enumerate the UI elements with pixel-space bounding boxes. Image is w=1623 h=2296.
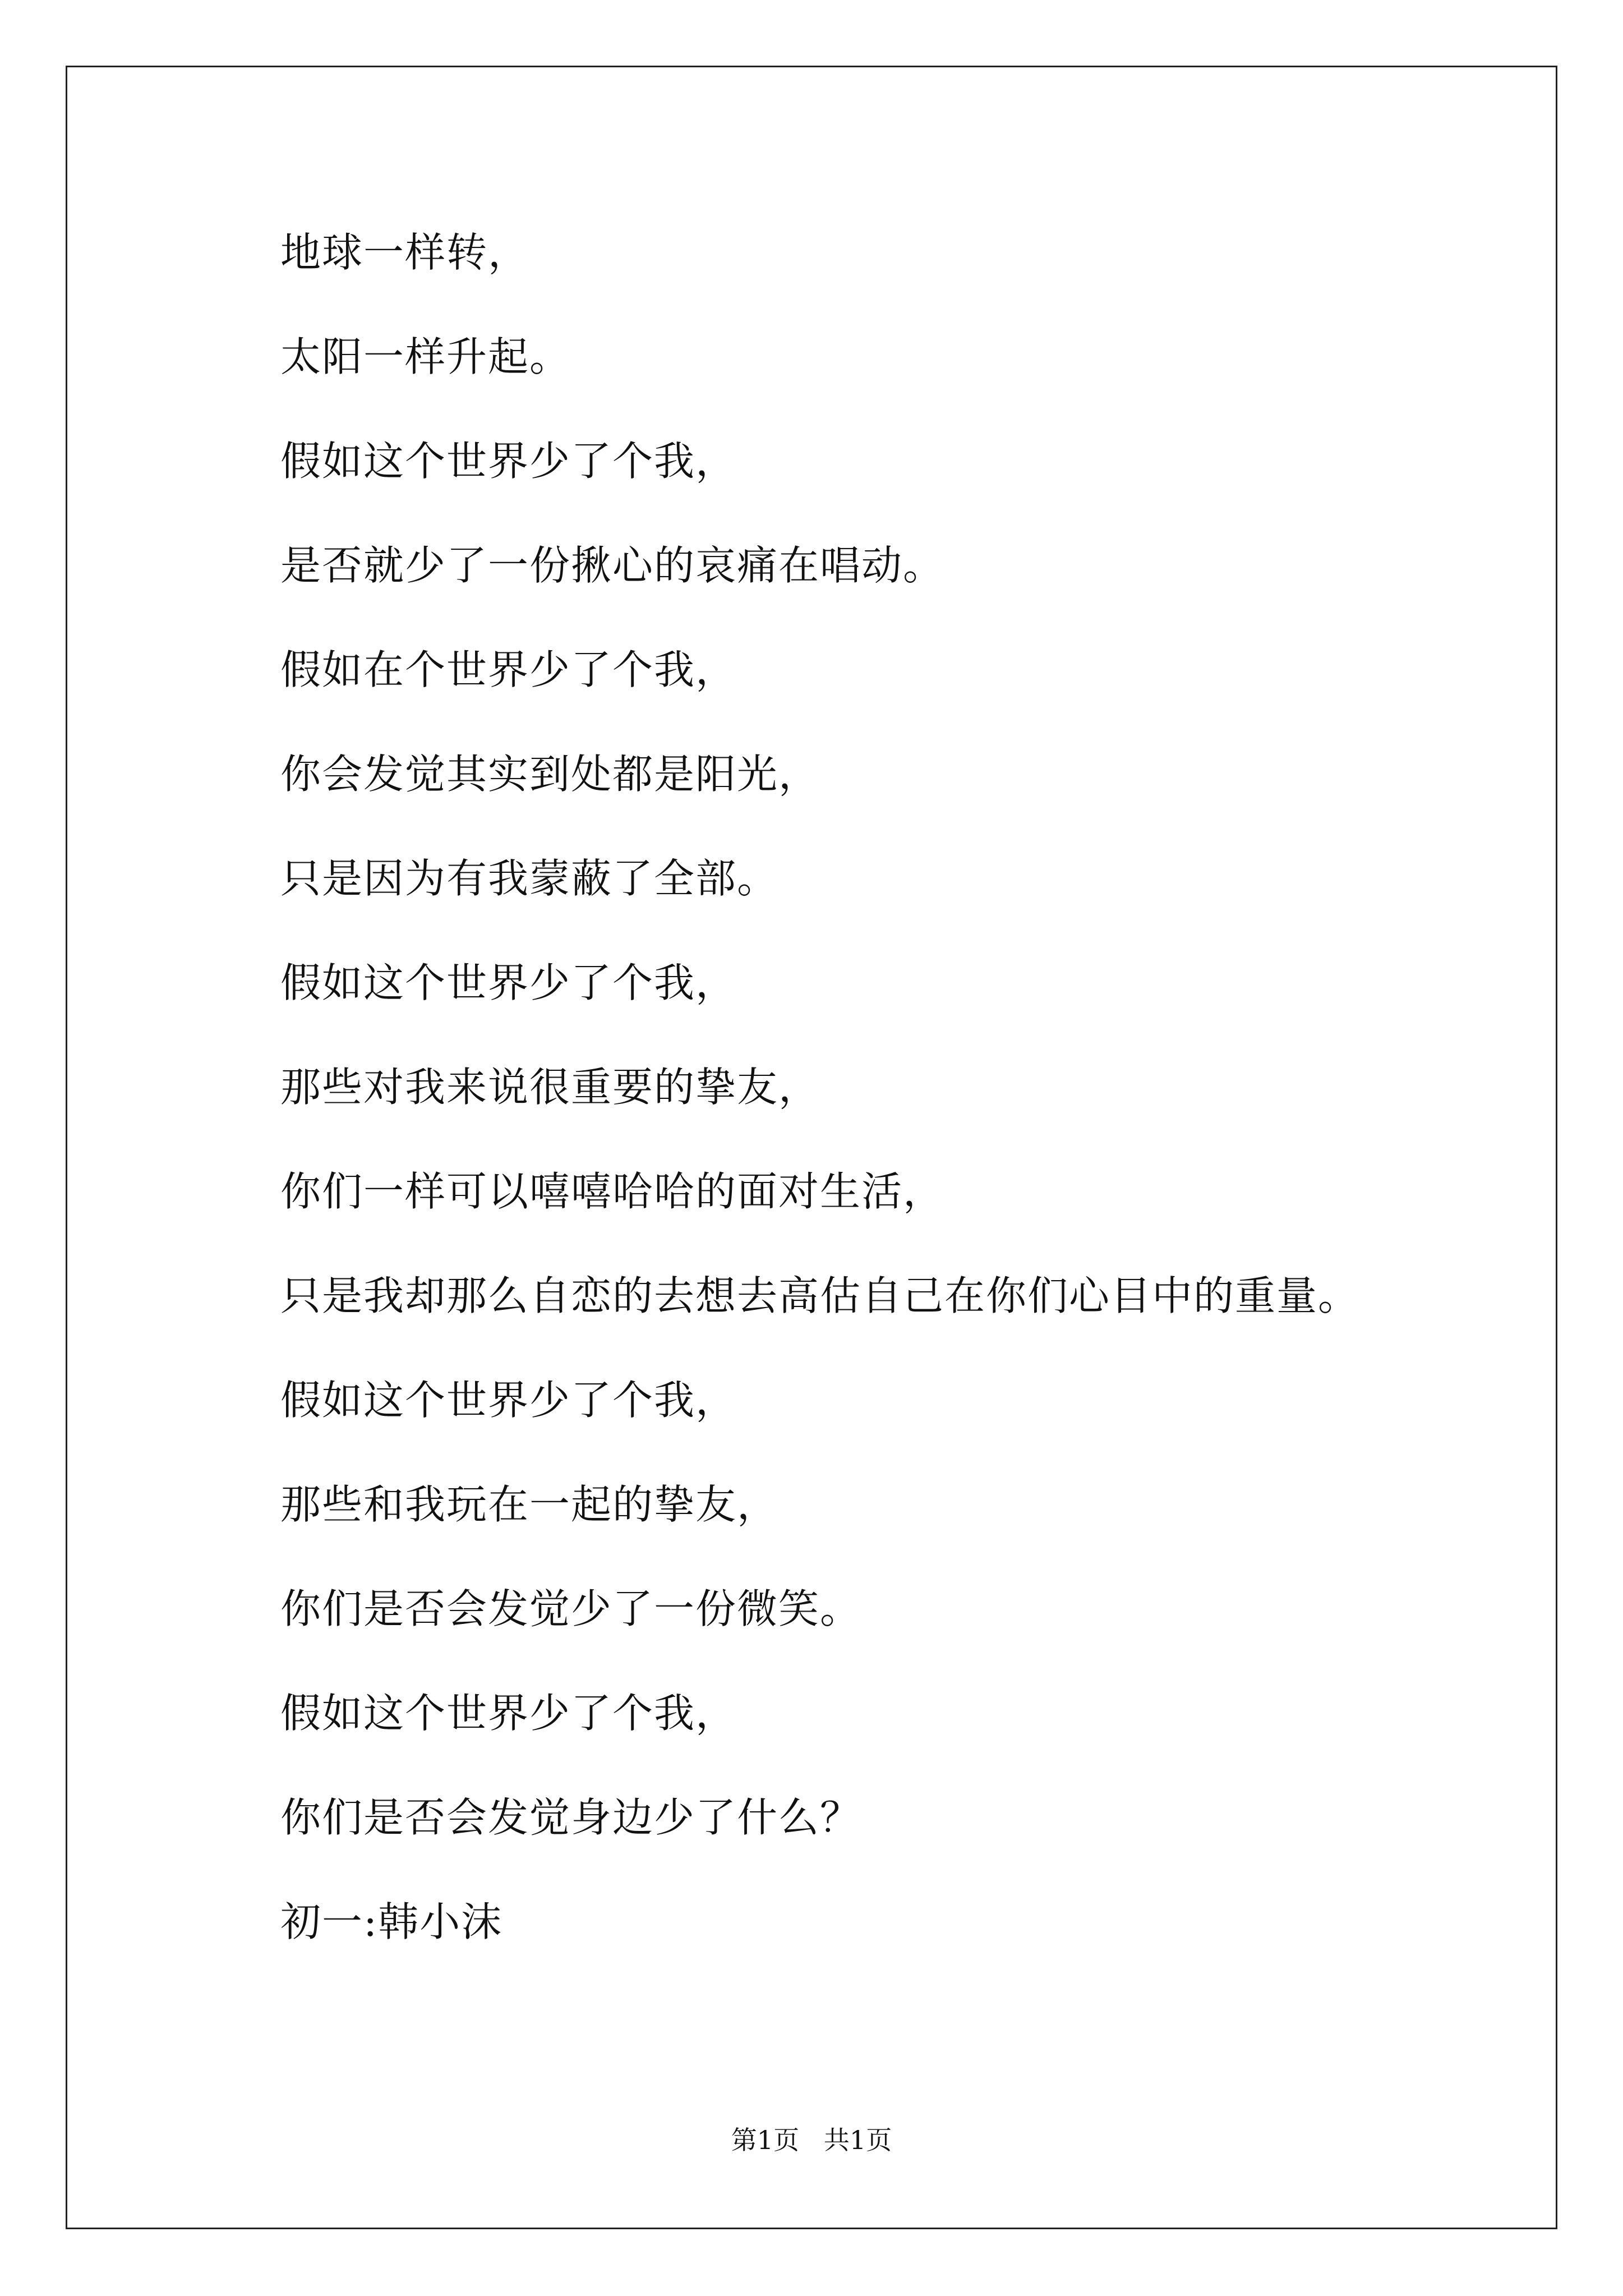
text-line: 那些和我玩在一起的挚友， bbox=[280, 1481, 779, 1528]
text-line: 假如这个世界少了个我， bbox=[280, 1377, 737, 1424]
text-line: 你们是否会发觉身边少了什么？ bbox=[280, 1794, 862, 1841]
text-line: 只是因为有我蒙蔽了全部。 bbox=[280, 855, 779, 902]
text-line: 假如这个世界少了个我， bbox=[280, 438, 737, 485]
text-line: 你们一样可以嘻嘻哈哈的面对生活， bbox=[280, 1168, 945, 1215]
text-line: 你们是否会发觉少了一份微笑。 bbox=[280, 1585, 862, 1632]
text-line: 那些对我来说很重要的挚友， bbox=[280, 1064, 820, 1111]
text-line: 你会发觉其实到处都是阳光， bbox=[280, 751, 820, 798]
text-line: 太阳一样升起。 bbox=[280, 333, 571, 380]
text-line: 地球一样转， bbox=[280, 229, 530, 276]
text-line: 是否就少了一份揪心的哀痛在唱动。 bbox=[280, 542, 945, 589]
document-body bbox=[280, 222, 1486, 1996]
text-line: 假如在个世界少了个我， bbox=[280, 646, 737, 693]
page-number-footer: 第1页 共1页 bbox=[731, 2125, 892, 2155]
text-line: 假如这个世界少了个我， bbox=[280, 959, 737, 1006]
author-line: 初一:韩小沫 bbox=[280, 1898, 503, 1945]
text-line: 只是我却那么自恋的去想去高估自己在你们心目中的重量。 bbox=[280, 1272, 1360, 1319]
text-line: 假如这个世界少了个我， bbox=[280, 1690, 737, 1737]
